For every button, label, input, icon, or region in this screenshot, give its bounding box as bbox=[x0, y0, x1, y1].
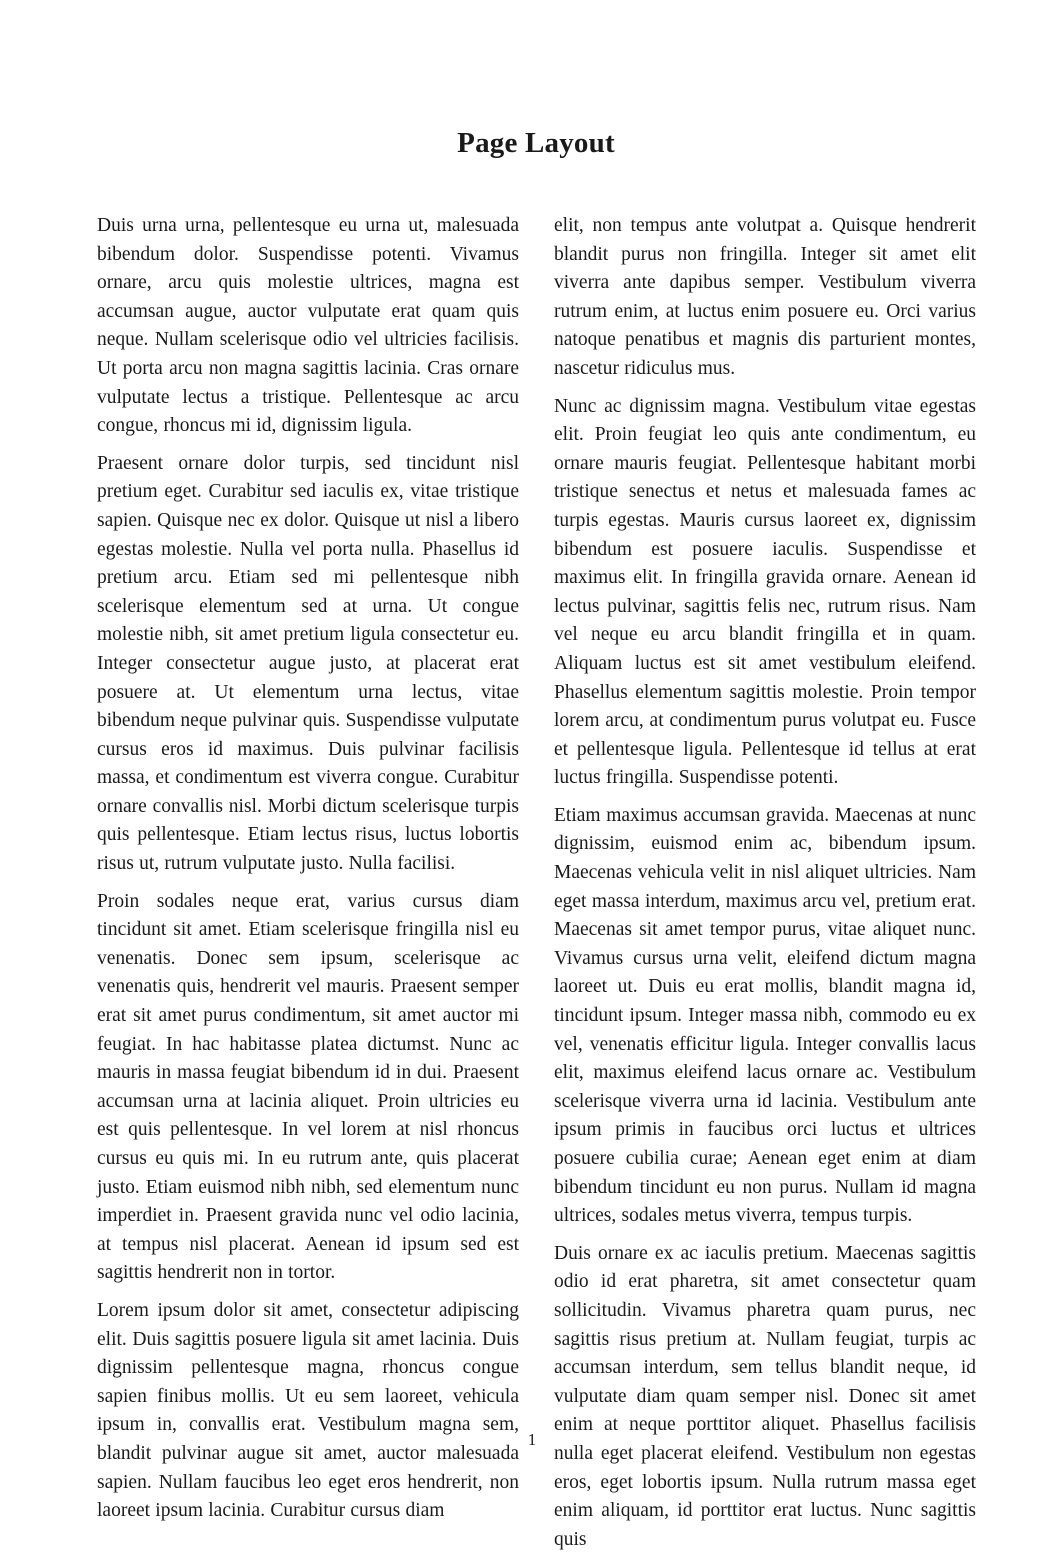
body-paragraph: Lorem ipsum dolor sit amet, consectetur adipiscing elit. Duis sagittis posuere ligula sit amet lacinia. Duis dignissim pellentesque magna, rhoncus congue sapien finibus mollis. Ut eu sem laoreet, vehicula ipsum in, convallis erat. Vestibulum magna sem, blandit pulvinar augue sit amet, auctor malesuada sapien. Nullam faucibus leo eget eros hendrerit, non laoreet ipsum lacinia. Curabitur cursus diam bbox=[97, 1299, 519, 1522]
body-paragraph: Duis ornare ex ac iaculis pretium. Maecenas sagittis odio id erat pharetra, sit amet consectetur quam sollicitudin. Vivamus pharetra quam purus, nec sagittis risus pretium at. Nullam feugiat, turpis ac accumsan interdum, sem tellus blandit neque, id vulputate diam quam semper nisl. Donec sit amet enim at neque porttitor aliquet. Phasellus facilisis nulla eget placerat eleifend. Vestibulum non egestas eros, eget lobortis ipsum. Nulla rutrum massa eget enim aliquam, id porttitor erat luctus. Nunc sagittis quis bbox=[554, 1242, 976, 1550]
body-paragraph: Nunc ac dignissim magna. Vestibulum vitae egestas elit. Proin feugiat leo quis ante condimentum, eu ornare mauris feugiat. Pellentesque habitant morbi tristique senectus et netus et malesuada fames ac turpis egestas. Mauris cursus laoreet ex, dignissim bibendum est posuere iaculis. Suspendisse et maximus elit. In fringilla gravida ornare. Aenean id lectus pulvinar, sagittis felis nec, rutrum risus. Nam vel neque eu arcu blandit fringilla et in quam. Aliquam luctus est sit amet vestibulum eleifend. Phasellus elementum sagittis molestie. Proin tempor lorem arcu, at condimentum purus volutpat eu. Fusce et pellentesque ligula. Pellentesque id tellus at erat luctus fringilla. Suspendisse potenti. bbox=[554, 395, 976, 789]
page-number: 1 bbox=[527, 1430, 537, 1449]
two-column-body bbox=[97, 212, 975, 1554]
body-paragraph: Praesent ornare dolor turpis, sed tincidunt nisl pretium eget. Curabitur sed iaculis ex, vitae tristique sapien. Quisque nec ex dolor. Quisque ut nisl a libero egestas molestie. Nulla vel porta nulla. Phasellus id pretium arcu. Etiam sed mi pellentesque nibh scelerisque elementum sed at urna. Ut congue molestie nibh, sit amet pretium ligula consectetur eu. Integer consectetur augue justo, at placerat erat posuere at. Ut elementum urna lectus, vitae bibendum neque pulvinar quis. Suspendisse vulputate cursus eros id maximus. Duis pulvinar facilisis massa, et condimentum est viverra congue. Curabitur ornare convallis nisl. Morbi dictum scelerisque turpis quis pellentesque. Etiam lectus risus, luctus lobortis risus ut, rutrum vulputate justo. Nulla facilisi. bbox=[97, 452, 519, 875]
body-paragraph: Etiam maximus accumsan gravida. Maecenas at nunc dignissim, euismod enim ac, bibendum ipsum. Maecenas vehicula velit in nisl aliquet ultricies. Nam eget massa interdum, maximus arcu vel, pretium erat. Maecenas sit amet tempor purus, vitae aliquet nunc. Vivamus cursus urna velit, eleifend dictum magna laoreet ut. Duis eu erat mollis, blandit magna id, tincidunt ipsum. Integer massa nibh, commodo eu ex vel, venenatis efficitur ligula. Integer convallis lacus elit, maximus eleifend lacus ornare ac. Vestibulum scelerisque viverra urna id lacinia. Vestibulum ante ipsum primis in faucibus orci luctus et ultrices posuere cubilia curae; Aenean eget enim at diam bibendum tincidunt eu non purus. Nullam id magna ultrices, sodales metus viverra, tempus turpis. bbox=[554, 804, 976, 1227]
body-paragraph: Proin sodales neque erat, varius cursus diam tincidunt sit amet. Etiam scelerisque fringilla nisl eu venenatis. Donec sem ipsum, scelerisque ac venenatis quis, hendrerit vel mauris. Praesent semper erat sit amet purus condimentum, sit amet auctor mi feugiat. In hac habitasse platea dictumst. Nunc ac mauris in massa feugiat bibendum id in dui. Praesent accumsan urna at lacinia aliquet. Proin ultricies eu est quis pellentesque. In vel lorem at nisl rhoncus cursus eu quis mi. In eu rutrum ante, quis placerat justo. Etiam euismod nibh nibh, sed elementum nunc imperdiet in. Praesent gravida nunc vel odio lacinia, at tempus nisl placerat. Aenean id ipsum sed est sagittis hendrerit non in tortor. bbox=[97, 890, 519, 1284]
left-column bbox=[97, 212, 519, 1554]
body-paragraph: Duis urna urna, pellentesque eu urna ut, malesuada bibendum dolor. Suspendisse potenti. Vivamus ornare, arcu quis molestie ultrices, magna est accumsan augue, auctor vulputate erat quam quis neque. Nullam scelerisque odio vel ultricies facilisis. Ut porta arcu non magna sagittis lacinia. Cras ornare vulputate lectus a tristique. Pellentesque ac arcu congue, rhoncus mi id, dignissim ligula. bbox=[97, 215, 519, 437]
page-title: Page Layout bbox=[457, 127, 615, 159]
right-column bbox=[554, 212, 976, 1554]
body-paragraph: elit, non tempus ante volutpat a. Quisque hendrerit blandit purus non fringilla. Integer sit amet elit viverra ante dapibus semper. Vestibulum viverra rutrum enim, at luctus enim posuere eu. Orci varius natoque penatibus et magnis dis parturient montes, nascetur ridiculus mus. bbox=[554, 215, 976, 379]
